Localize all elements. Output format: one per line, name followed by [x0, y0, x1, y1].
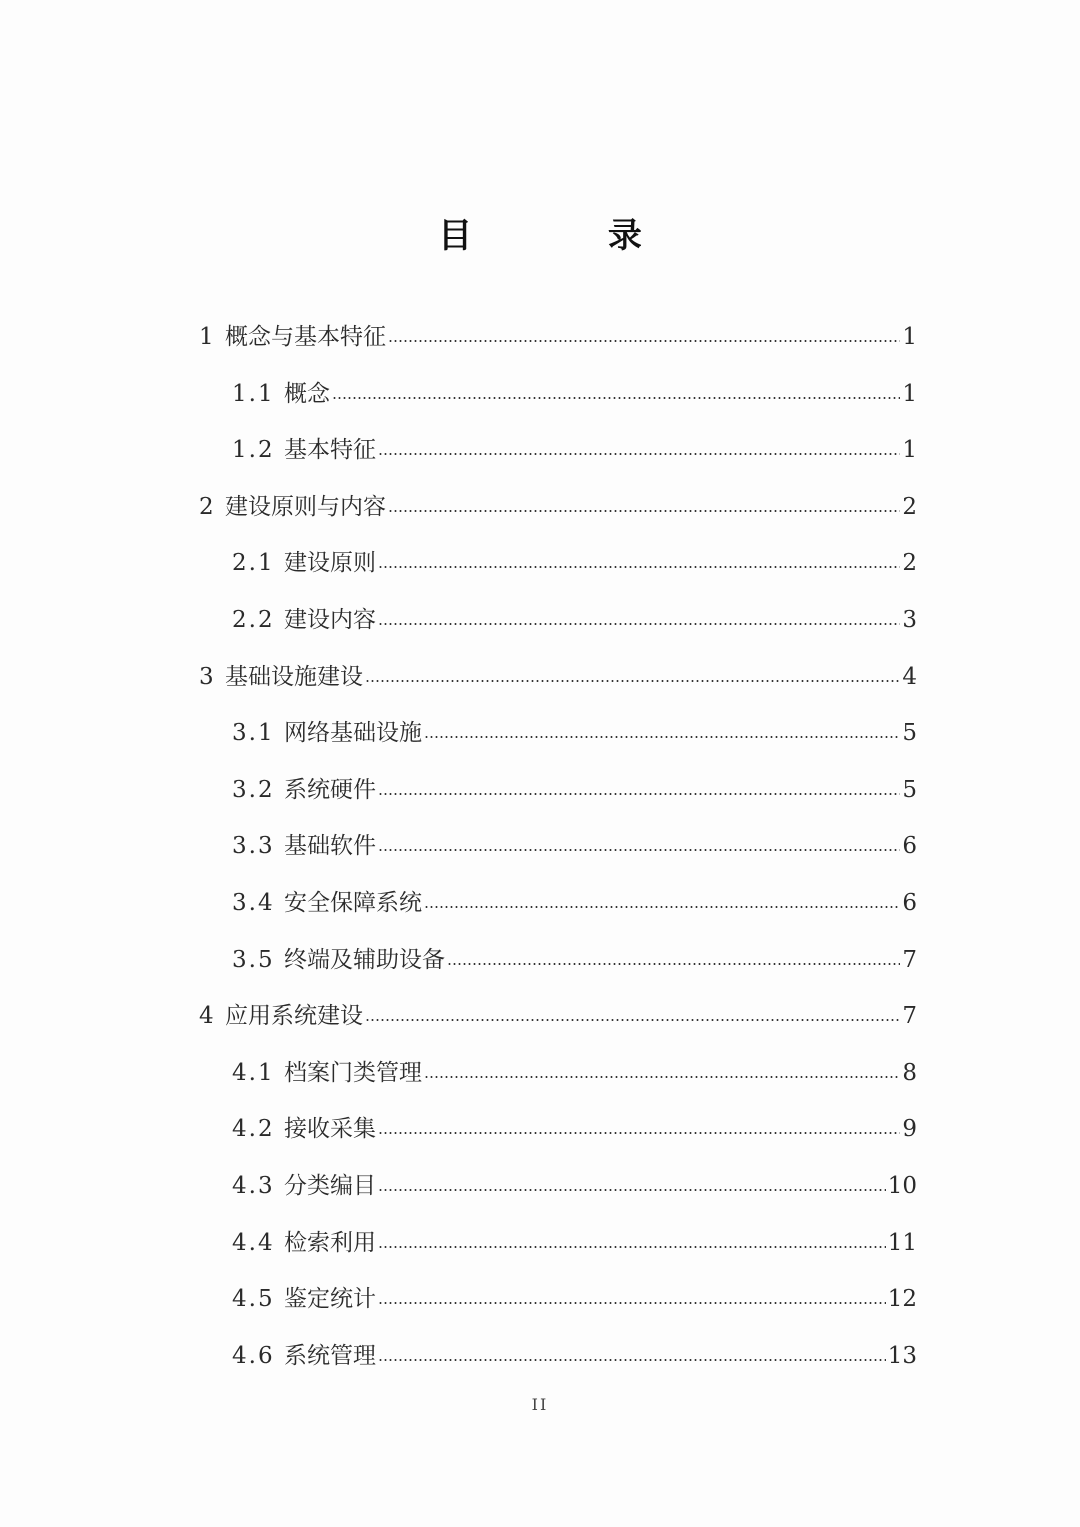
- toc-entry-number: 3.4: [232, 890, 275, 916]
- toc-entry[interactable]: [232, 940, 917, 980]
- toc-entry-number: 3: [199, 663, 214, 690]
- toc-entry[interactable]: [232, 1166, 917, 1206]
- toc-entry-page: 5: [902, 776, 917, 803]
- toc-entry-title: 基本特征: [284, 437, 376, 464]
- toc-entry-number: 1.1: [232, 380, 275, 407]
- toc-entry-title: 接收采集: [284, 1116, 376, 1143]
- toc-entry[interactable]: [232, 1279, 917, 1319]
- toc-dot-leader: [424, 906, 900, 908]
- toc-entry-page: 4: [902, 663, 917, 690]
- toc-entry-title: 应用系统建设: [225, 1003, 363, 1030]
- toc-entry-page: 11: [887, 1229, 917, 1256]
- toc-entry-number: 2.2: [232, 607, 275, 633]
- toc-entry[interactable]: [232, 713, 917, 753]
- toc-entry[interactable]: [232, 826, 917, 866]
- toc-entry[interactable]: [199, 996, 917, 1036]
- toc-entry-page: 12: [887, 1286, 917, 1313]
- toc-entry[interactable]: [199, 657, 917, 697]
- toc-entry-page: 2: [902, 550, 917, 577]
- toc-entry-title: 概念: [284, 380, 330, 407]
- toc-dot-leader: [378, 566, 900, 568]
- toc-entry[interactable]: [232, 1223, 917, 1263]
- toc-dot-leader: [378, 453, 900, 455]
- toc-entry-title: 建设原则与内容: [225, 493, 386, 520]
- toc-entry-number: 2: [199, 493, 214, 520]
- toc-entry-page: 7: [902, 1003, 917, 1030]
- toc-entry[interactable]: [232, 374, 917, 414]
- toc-dot-leader: [332, 397, 900, 399]
- toc-entry-number: 4: [199, 1003, 214, 1030]
- toc-entry-page: 9: [902, 1116, 917, 1143]
- toc-entry-number: 3.3: [232, 833, 275, 860]
- toc-dot-leader: [378, 793, 900, 795]
- toc-entry[interactable]: [199, 487, 917, 527]
- toc-entry-title: 系统硬件: [284, 776, 376, 803]
- toc-entry[interactable]: [199, 317, 917, 357]
- toc-entry-page: 5: [902, 720, 917, 747]
- toc-dot-leader: [378, 1246, 886, 1248]
- toc-entry-page: 1: [902, 324, 917, 350]
- toc-dot-leader: [447, 963, 900, 965]
- toc-dot-leader: [424, 1076, 900, 1078]
- toc-entry-page: 10: [887, 1173, 917, 1199]
- toc-entry-page: 1: [902, 380, 917, 407]
- toc-entry[interactable]: [232, 1053, 917, 1093]
- toc-entry-title: 安全保障系统: [284, 890, 422, 916]
- toc-entry-number: 3.5: [232, 946, 275, 973]
- toc-entry-number: 4.3: [232, 1173, 275, 1199]
- toc-entry-number: 4.1: [232, 1059, 275, 1086]
- toc-entry[interactable]: [232, 1336, 917, 1376]
- toc-entry-number: 4.2: [232, 1116, 275, 1143]
- toc-entry-page: 2: [902, 493, 917, 520]
- toc-entry[interactable]: [232, 770, 917, 810]
- toc-entry-title: 终端及辅助设备: [284, 946, 445, 973]
- toc-dot-leader: [378, 849, 900, 851]
- toc-dot-leader: [365, 1019, 900, 1021]
- toc-entry-title: 档案门类管理: [284, 1059, 422, 1086]
- toc-entry-number: 1.2: [232, 437, 275, 464]
- toc-entry-number: 1: [199, 324, 214, 350]
- toc-entry-page: 6: [902, 833, 917, 860]
- toc-entry-title: 鉴定统计: [284, 1286, 376, 1313]
- toc-entry-number: 3.2: [232, 776, 275, 803]
- toc-entry[interactable]: [232, 543, 917, 583]
- toc-entry-page: 6: [902, 890, 917, 916]
- toc-entry-title: 网络基础设施: [284, 720, 422, 747]
- toc-dot-leader: [378, 1359, 886, 1361]
- toc-dot-leader: [378, 623, 900, 625]
- toc-dot-leader: [365, 680, 900, 682]
- toc-entry-title: 建设内容: [284, 607, 376, 633]
- toc-entry[interactable]: [232, 1109, 917, 1149]
- toc-entry-page: 7: [902, 946, 917, 973]
- toc-entry[interactable]: [232, 600, 917, 640]
- toc-entry[interactable]: [232, 883, 917, 923]
- toc-entry-title: 建设原则: [284, 550, 376, 577]
- toc-dot-leader: [424, 736, 900, 738]
- toc-entry-title: 检索利用: [284, 1229, 376, 1256]
- toc-dot-leader: [388, 510, 900, 512]
- toc-dot-leader: [378, 1302, 886, 1304]
- toc-entry-page: 13: [887, 1342, 917, 1369]
- toc-dot-leader: [378, 1132, 900, 1134]
- toc-entry-number: 2.1: [232, 550, 275, 577]
- page-number: II: [531, 1395, 549, 1414]
- toc-entry-page: 3: [902, 607, 917, 633]
- toc-entry-title: 基础软件: [284, 833, 376, 860]
- toc-entry[interactable]: [232, 430, 917, 470]
- toc-title: 目 录: [438, 216, 704, 256]
- toc-entry-title: 分类编目: [284, 1173, 376, 1199]
- toc-entry-number: 4.5: [232, 1286, 275, 1313]
- toc-dot-leader: [378, 1189, 886, 1191]
- toc-dot-leader: [388, 340, 900, 342]
- toc-entry-page: 8: [902, 1059, 917, 1086]
- toc-entry-number: 4.6: [232, 1342, 275, 1369]
- toc-entry-title: 基础设施建设: [225, 663, 363, 690]
- toc-entry-number: 4.4: [232, 1229, 275, 1256]
- toc-entry-number: 3.1: [232, 720, 275, 747]
- toc-entry-title: 系统管理: [284, 1342, 376, 1369]
- toc-entry-title: 概念与基本特征: [225, 324, 386, 350]
- toc-entry-page: 1: [902, 437, 917, 464]
